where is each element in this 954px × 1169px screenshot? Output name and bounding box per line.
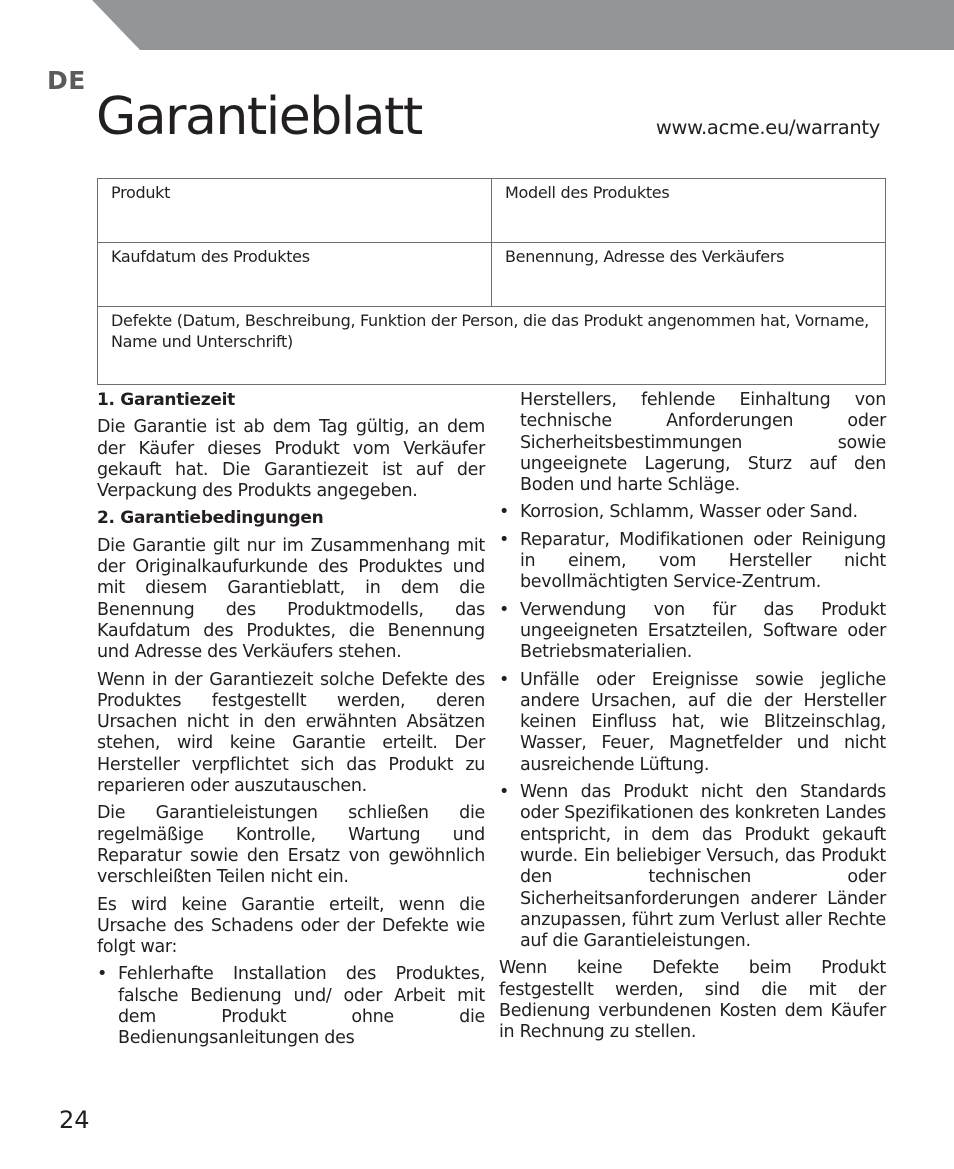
- list-item: [499, 600, 886, 664]
- warranty-url: www.acme.eu/warranty: [655, 116, 880, 139]
- bullet-icon: •: [499, 502, 510, 523]
- form-row: [98, 243, 886, 307]
- defects-field: Defekte (Datum, Beschreibung, Funktion der Person, die das Produkt angenommen hat, Vorname, Name und Unterschrift): [98, 307, 886, 385]
- paragraph: Wenn in der Garantiezeit solche Defekte des Produktes festgestellt werden, deren Ursachen nicht in den erwähnten Absätzen stehen, wird keine Garantie erteilt. Der Hersteller verpflichtet sich das Produkt zu reparieren oder auszutauschen.: [97, 669, 485, 797]
- purchase-date-field: Kaufdatum des Produktes: [98, 243, 492, 307]
- right-column: [499, 390, 886, 1050]
- language-tag: DE: [47, 66, 86, 95]
- section-heading-warranty-period: 1. Garantiezeit: [97, 390, 235, 410]
- list-item-text: Wenn das Produkt nicht den Standards oder Spezifikationen des konkreten Landes entspricht, in dem das Produkt gekauft wurde. Ein beliebiger Versuch, das Produkt den technischen oder Sicherheitsanforderungen anderer Länder anzupassen, führt zum Verlust aller Rechte auf die Garantieleistungen.: [520, 782, 886, 952]
- page-title: Garantieblatt: [96, 87, 422, 147]
- bullet-icon: •: [499, 529, 510, 550]
- paragraph: Die Garantieleistungen schließen die regelmäßige Kontrolle, Wartung und Reparatur sowie den Ersatz von gewöhnlich verschleißten Teilen nicht ein.: [97, 803, 485, 888]
- paragraph: Die Garantie ist ab dem Tag gültig, an dem der Käufer dieses Produkt vom Verkäufer gekauft hat. Die Garantiezeit ist auf der Verpackung des Produkts angegeben.: [97, 417, 485, 502]
- closing-paragraph: Wenn keine Defekte beim Produkt festgestellt werden, sind die mit der Bedienung verbundenen Kosten dem Käufer in Rechnung zu stellen.: [499, 958, 886, 1043]
- exclusion-list: [499, 502, 886, 952]
- left-column: [97, 390, 485, 1056]
- list-item-text: Reparatur, Modifikationen oder Reinigung in einem, vom Hersteller nicht bevollmächtigten Service-Zentrum.: [520, 529, 886, 593]
- bullet-icon: •: [499, 782, 510, 803]
- bullet-icon: •: [499, 669, 510, 690]
- bullet-icon: •: [97, 964, 108, 985]
- list-item-text: Verwendung von für das Produkt ungeeigneten Ersatzteilen, Software oder Betriebsmaterialien.: [520, 599, 886, 663]
- list-item-text: Unfälle oder Ereignisse sowie jegliche andere Ursachen, auf die der Hersteller keinen Einfluss hat, wie Blitzeinschlag, Wasser, Feuer, Magnetfelder und nicht ausreichende Lüftung.: [520, 669, 886, 775]
- header-band: [0, 0, 954, 50]
- list-item: [499, 530, 886, 594]
- form-row: [98, 179, 886, 243]
- paragraph: Die Garantie gilt nur im Zusammenhang mit der Originalkaufurkunde des Produktes und mit diesem Garantieblatt, in dem die Benennung des Produktmodells, das Kaufdatum des Produktes, die Benennung und Adresse des Verkäufers stehen.: [97, 535, 485, 663]
- form-row: [98, 307, 886, 385]
- exclusion-list: [97, 964, 485, 1049]
- product-field: Produkt: [98, 179, 492, 243]
- seller-field: Benennung, Adresse des Verkäufers: [492, 243, 886, 307]
- list-item: [97, 964, 485, 1049]
- list-item-continuation: Herstellers, fehlende Einhaltung von technische Anforderungen oder Sicherheitsbestimmungen sowie ungeeignete Lagerung, Sturz auf den Boden und harte Schläge.: [520, 390, 886, 496]
- paragraph: Es wird keine Garantie erteilt, wenn die Ursache des Schadens oder der Defekte wie folgt war:: [97, 894, 485, 958]
- bullet-icon: •: [499, 599, 510, 620]
- list-item-text: Korrosion, Schlamm, Wasser oder Sand.: [520, 502, 858, 523]
- model-field: Modell des Produktes: [492, 179, 886, 243]
- list-item: [499, 782, 886, 952]
- list-item: [499, 670, 886, 776]
- section-heading-warranty-conditions: 2. Garantiebedingungen: [97, 508, 324, 529]
- page-number: 24: [59, 1106, 90, 1134]
- list-item-text: Fehlerhafte Installation des Produktes, falsche Bedienung und/ oder Arbeit mit dem Produkt ohne die Bedienungsanleitungen des: [118, 964, 485, 1049]
- warranty-form-table: [97, 178, 886, 385]
- list-item: [499, 502, 886, 523]
